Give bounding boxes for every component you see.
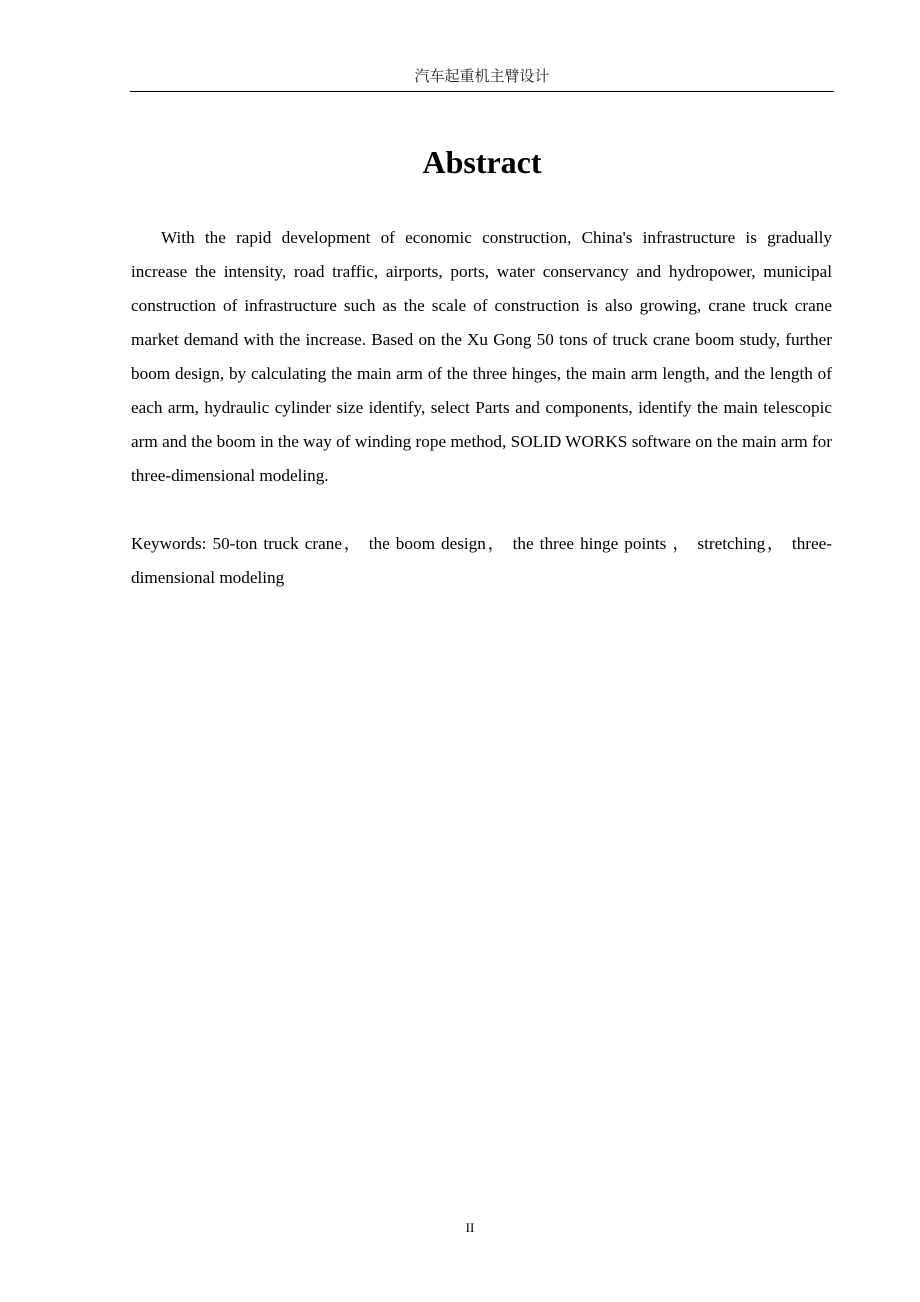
running-header: 汽车起重机主臂设计 (414, 67, 550, 85)
abstract-body: With the rapid development of economic construction, China's infrastructure is gradually increase the intensity, road traffic, airports, ports, water conservancy and hydropower, municipal construction of infrastructure such as the scale of construction is also growing, crane truck crane market demand with the increase. Based on the Xu Gong 50 tons of truck crane boom study, further boom design, by calculating the main arm of the three hinges, the main arm length, and the length of each arm, hydraulic cylinder size identify, select Parts and components, identify the main telescopic arm and the boom in the way of winding rope method, SOLID WORKS software on the main arm for three-dimensional modeling. (131, 228, 832, 485)
abstract-title: Abstract (422, 144, 542, 180)
page-number: II (465, 1220, 475, 1235)
keywords-paragraph: Keywords: 50-ton truck crane， the boom design， the three hinge points ， stretching， three-dimensional modeling (131, 534, 832, 587)
header-rule (130, 91, 834, 92)
